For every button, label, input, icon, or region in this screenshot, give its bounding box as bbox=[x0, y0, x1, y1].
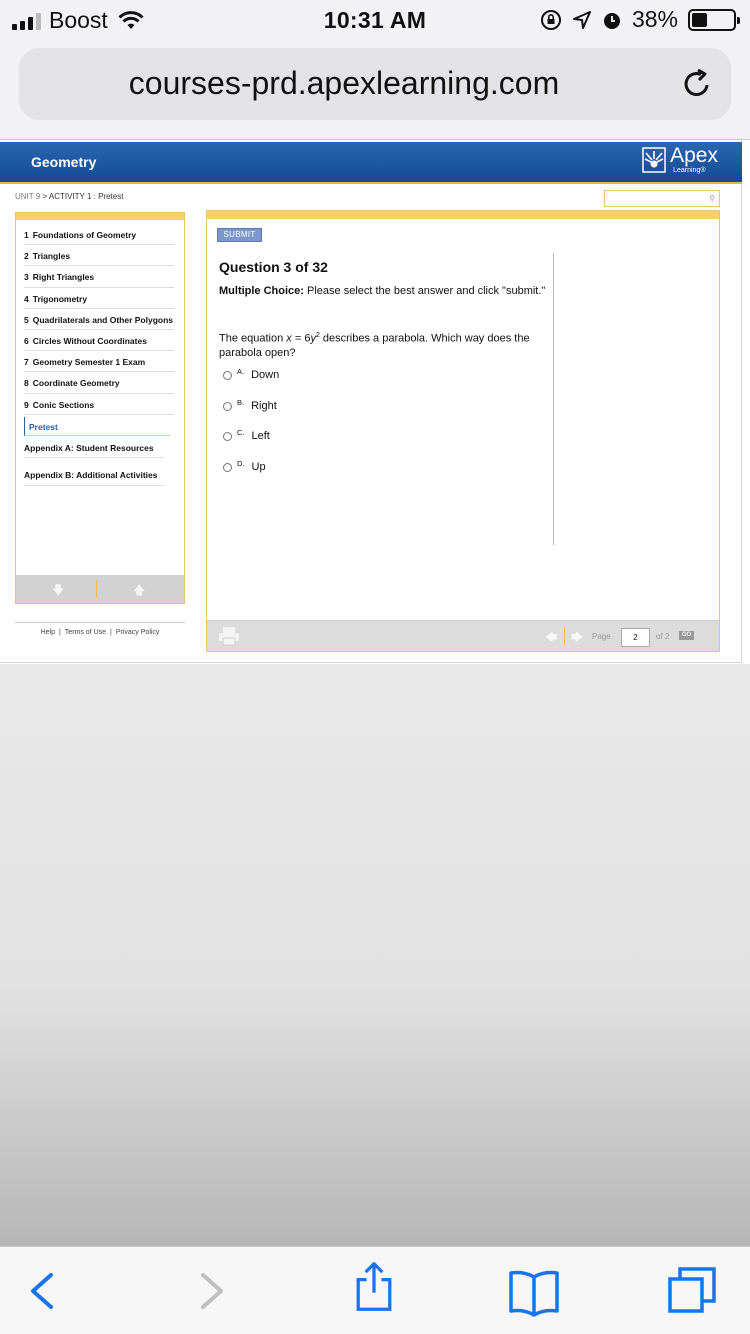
answer-option-c[interactable]: C. Left bbox=[223, 430, 270, 442]
column-divider bbox=[553, 253, 554, 545]
sidebar-item-unit-7[interactable]: 7 Geometry Semester 1 Exam bbox=[24, 351, 174, 372]
previous-page-icon[interactable]: 🡄 bbox=[545, 630, 558, 644]
battery-icon bbox=[688, 9, 736, 31]
answer-option-b[interactable]: B. Right bbox=[223, 400, 277, 412]
radio-button[interactable] bbox=[223, 432, 232, 441]
sidebar-item-unit-9[interactable]: 9 Conic Sections bbox=[24, 394, 174, 415]
logo-name: Apex bbox=[670, 144, 718, 167]
breadcrumb-activity: ACTIVITY 1 : Pretest bbox=[48, 192, 124, 201]
help-link[interactable]: Help bbox=[40, 629, 55, 636]
answer-option-a[interactable]: A. Down bbox=[223, 369, 279, 381]
radio-button[interactable] bbox=[223, 463, 232, 472]
forward-icon[interactable] bbox=[184, 1265, 236, 1317]
sidebar-item-unit-3[interactable]: 3 Right Triangles bbox=[24, 266, 174, 287]
answer-option-d[interactable]: D. Up bbox=[223, 461, 266, 473]
url-text[interactable]: courses-prd.apexlearning.com bbox=[128, 65, 560, 101]
pagination-divider bbox=[564, 627, 565, 645]
sidebar-item-unit-5[interactable]: 5 Quadrilaterals and Other Polygons bbox=[24, 309, 174, 330]
course-sidebar bbox=[15, 212, 185, 604]
question-instructions bbox=[219, 284, 549, 298]
apex-logo[interactable] bbox=[642, 145, 718, 174]
breadcrumb-separator: > bbox=[42, 192, 48, 201]
radio-button[interactable] bbox=[223, 402, 232, 411]
question-title: Question 3 of 32 bbox=[219, 259, 328, 275]
page-label: Page bbox=[592, 632, 611, 641]
page-total: of 2 bbox=[656, 632, 670, 641]
breadcrumb-unit[interactable]: UNIT 9 bbox=[15, 192, 41, 201]
apex-course-page bbox=[0, 140, 742, 663]
answer-text: Right bbox=[251, 400, 277, 412]
radio-button[interactable] bbox=[223, 371, 232, 380]
printer-icon[interactable] bbox=[218, 626, 240, 646]
search-input[interactable] bbox=[604, 190, 720, 207]
share-icon[interactable] bbox=[348, 1261, 400, 1313]
sidebar-item-appendix-b[interactable]: Appendix B: Additional Activities bbox=[24, 466, 164, 486]
question-panel-top-bar bbox=[207, 211, 719, 219]
location-icon bbox=[572, 10, 592, 30]
back-icon[interactable] bbox=[18, 1265, 70, 1317]
go-button[interactable]: GO bbox=[679, 631, 694, 640]
sidebar-item-unit-1[interactable]: 1 Foundations of Geometry bbox=[24, 224, 174, 245]
battery-percent: 38% bbox=[631, 6, 678, 32]
scroll-down-icon[interactable]: 🡇 bbox=[52, 583, 65, 597]
sidebar-item-unit-2[interactable]: 2 Triangles bbox=[24, 245, 174, 266]
apex-logo-icon bbox=[642, 147, 666, 173]
carrier-name: Boost bbox=[49, 7, 108, 33]
orientation-lock-icon bbox=[540, 9, 562, 31]
answer-text: Left bbox=[251, 430, 270, 442]
question-panel bbox=[206, 210, 720, 652]
course-header bbox=[0, 142, 742, 184]
page-overscroll-area bbox=[0, 664, 750, 1246]
question-text: The equation $x = 6y^2$ describes a parabola. Which way does the parabola open? bbox=[219, 332, 530, 359]
sidebar-item-appendix-a[interactable]: Appendix A: Student Resources bbox=[24, 439, 164, 459]
question-panel-footer bbox=[207, 620, 719, 651]
terms-link[interactable]: Terms of Use bbox=[64, 629, 107, 636]
answer-text: Up bbox=[251, 461, 266, 473]
sidebar-item-unit-4[interactable]: 4 Trigonometry bbox=[24, 288, 174, 309]
status-bar bbox=[0, 0, 750, 42]
privacy-link[interactable]: Privacy Policy bbox=[115, 629, 160, 636]
footer-links: Help | Terms of Use | Privacy Policy bbox=[15, 622, 185, 636]
clock: 10:31 AM bbox=[323, 7, 427, 33]
sidebar-scroll-controls bbox=[16, 575, 184, 603]
alarm-icon bbox=[602, 10, 622, 30]
sidebar-top-bar bbox=[16, 213, 184, 220]
sidebar-item-unit-6[interactable]: 6 Circles Without Coordinates bbox=[24, 330, 174, 351]
logo-subtitle: Learning® bbox=[673, 167, 706, 174]
address-bar[interactable] bbox=[19, 48, 731, 120]
sidebar-item-pretest[interactable]: Pretest bbox=[24, 417, 170, 436]
next-page-icon[interactable]: 🡆 bbox=[571, 630, 584, 644]
scroll-divider bbox=[96, 580, 97, 598]
answer-text: Down bbox=[251, 369, 280, 381]
course-title: Geometry bbox=[31, 154, 97, 170]
instruction-text: Please select the best answer and click "submit." bbox=[307, 285, 546, 297]
submit-button[interactable]: SUBMIT bbox=[217, 228, 262, 242]
sidebar-item-unit-8[interactable]: 8 Coordinate Geometry bbox=[24, 372, 174, 393]
question-type: Multiple Choice: bbox=[219, 285, 304, 297]
browser-chrome bbox=[0, 42, 750, 140]
scroll-up-icon[interactable]: 🡅 bbox=[133, 583, 146, 597]
reload-icon[interactable] bbox=[681, 68, 713, 100]
search-icon[interactable]: ⚲ bbox=[709, 194, 715, 203]
breadcrumb bbox=[15, 192, 123, 201]
page-number-input[interactable]: 2 bbox=[621, 628, 650, 647]
bookmarks-icon[interactable] bbox=[508, 1265, 560, 1317]
tabs-icon[interactable] bbox=[666, 1263, 718, 1315]
browser-toolbar bbox=[0, 1246, 750, 1334]
